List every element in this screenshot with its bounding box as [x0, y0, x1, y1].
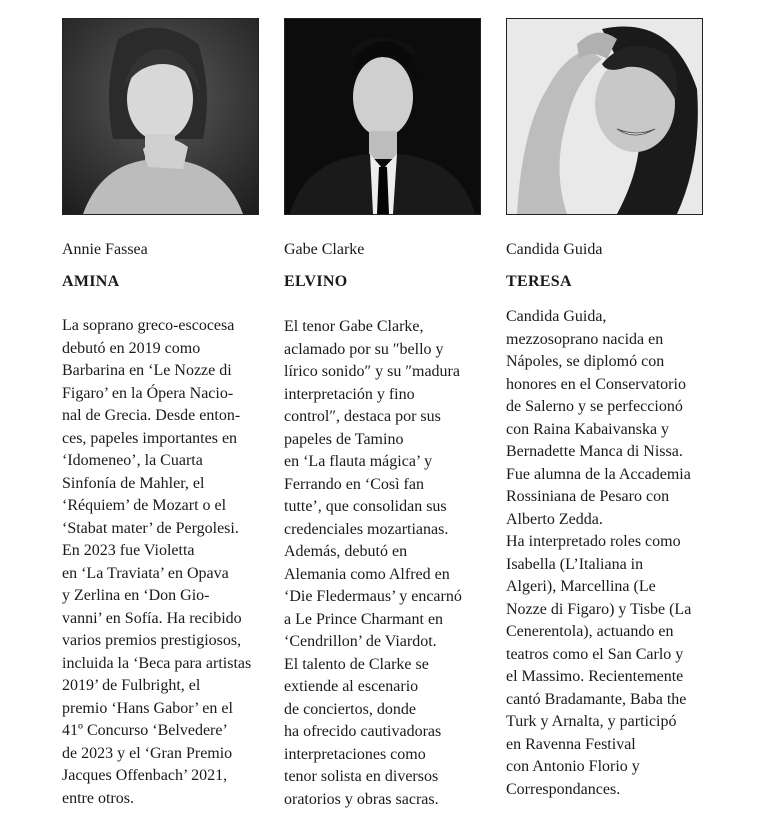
artist-bio: El tenor Gabe Clarke, aclamado por su ″bello y lírico sonido″ y su ″madura interpretación y fino control″, destaca por sus papeles de Tamino en ‘La flauta mágica’ y Ferrando en ‘Così fan tutte’, que consolidan sus credenciales mozartianas. Además, debutó en Alemania como Alfred en ‘Die Fledermaus’ y encarnó a Le Prince Charmant en ‘Cendrillon’ de Viardot. El talento de Clarke se extiende al escenario de conciertos, donde ha ofrecido cautivadoras interpretaciones como tenor solista en diversos oratorios y obras sacras. — [284, 318, 462, 808]
role-name: ELVINO — [284, 273, 348, 290]
artist-bio: Candida Guida, mezzosoprano nacida en Nápoles, se diplomó con honores en el Conservatorio de Salerno y se perfeccionó con Raina Kabaivanska y Bernadette Manca di Nissa. Fue alumna de la Accademia Rossiniana de Pesaro con Alberto Zedda. Ha interpretado roles como Isabella (L’Italiana in Algeri), Marcellina (Le Nozze di Figaro) y Tisbe (La Cenerentola), actuando en teatros como el San Carlo y el Massimo. Recientemente cantó Bradamante, Baba the Turk y Arnalta, y participó en Ravenna Festival con Antonio Florio y Correspondances. — [506, 308, 692, 798]
artist-name: Annie Fassea — [62, 241, 148, 258]
portrait-photo — [284, 18, 481, 215]
artist-name: Gabe Clarke — [284, 241, 365, 258]
portrait-photo — [62, 18, 259, 215]
artist-bio: La soprano greco-escocesa debutó en 2019 como Barbarina en ‘Le Nozze di Figaro’ en la Ópera Nacio- nal de Grecia. Desde enton- ces, papeles importantes en ‘Idomeneo’, la Cuarta Sinfonía de Mahler, el ‘Réquiem’ de Mozart o el ‘Stabat mater’ de Pergolesi. En 2023 fue Violetta en ‘La Traviata’ en Opava y Zerlina en ‘Don Gio- vanni’ en Sofía. Ha recibido varios premios prestigiosos, incluida la ‘Beca para artistas 2019’ de Fulbright, el premio ‘Hans Gabor’ en el 41º Concurso ‘Belvedere’ de 2023 y el ‘Gran Premio Jacques Offenbach’ 2021, entre otros. — [62, 317, 252, 807]
role-name: AMINA — [62, 273, 120, 290]
artist-name: Candida Guida — [506, 241, 603, 258]
portrait-photo — [506, 18, 703, 215]
role-name: TERESA — [506, 273, 572, 290]
